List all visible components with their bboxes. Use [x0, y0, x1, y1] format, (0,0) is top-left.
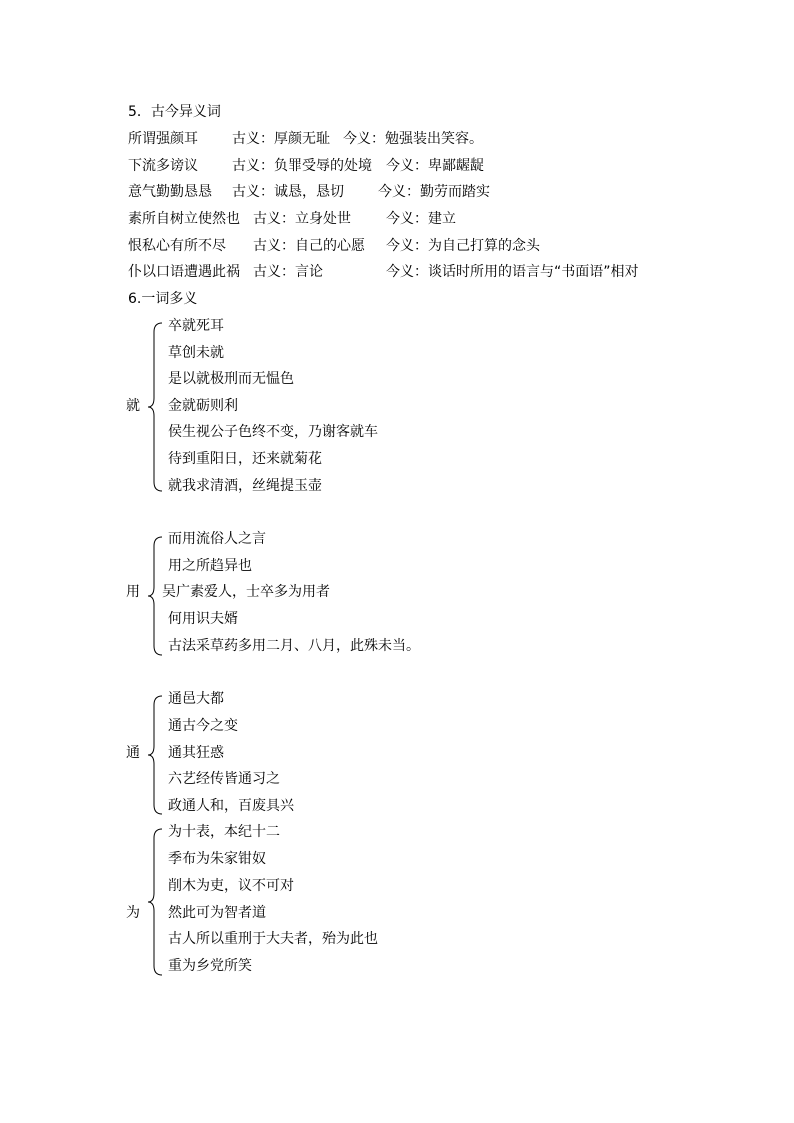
gu-meaning: 古义：言论 [253, 264, 323, 280]
list-item: 金就砺则利 [168, 398, 238, 414]
section6-heading: 6.一词多义 [128, 291, 198, 307]
jin-meaning: 今义：建立 [386, 211, 456, 227]
list-item: 然此可为智者道 [168, 905, 266, 921]
gu-meaning: 古义：立身处世 [253, 211, 351, 227]
list-item: 用之所趋异也 [168, 558, 252, 574]
list-item: 卒就死耳 [168, 318, 224, 334]
word: 意气勤勤恳恳 [128, 184, 212, 200]
list-item: 吴广素爱人，士卒多为用者 [162, 584, 330, 600]
jin-meaning: 今义：勉强装出笑容。 [343, 131, 483, 147]
word: 下流多谤议 [128, 158, 198, 174]
list-item: 古人所以重刑于大夫者，殆为此也 [168, 931, 378, 947]
list-item: 为十表，本纪十二 [168, 824, 280, 840]
list-item: 而用流俗人之言 [168, 531, 266, 547]
list-item: 何用识夫婿 [168, 611, 238, 627]
list-item: 侯生视公子色终不变，乃谢客就车 [168, 424, 378, 440]
list-item: 季布为朱家钳奴 [168, 851, 266, 867]
gu-meaning: 古义：诚恳，恳切 [232, 184, 344, 200]
gu-meaning: 古义：负罪受辱的处境 [232, 158, 372, 174]
list-item: 通其狂惑 [168, 745, 224, 761]
list-item: 六艺经传皆通习之 [168, 771, 280, 787]
group-char-yong: 用 [126, 584, 140, 600]
list-item: 通古今之变 [168, 718, 238, 734]
brace-icon [146, 828, 166, 976]
word: 仆以口语遭遇此祸 [128, 264, 240, 280]
gu-meaning: 古义：厚颜无耻 [232, 131, 330, 147]
list-item: 政通人和，百废具兴 [168, 798, 294, 814]
list-item: 草创未就 [168, 345, 224, 361]
brace-icon [146, 695, 166, 815]
word: 素所自树立使然也 [128, 211, 240, 227]
jin-meaning: 今义：勤劳而踏实 [378, 184, 490, 200]
list-item: 削木为吏，议不可对 [168, 878, 294, 894]
word: 恨私心有所不尽 [128, 238, 226, 254]
list-item: 古法采草药多用二月、八月，此殊未当。 [168, 638, 420, 654]
jin-meaning: 今义：为自己打算的念头 [386, 238, 540, 254]
list-item: 重为乡党所笑 [168, 958, 252, 974]
group-char-jiu: 就 [126, 398, 140, 414]
group-char-tong: 通 [126, 745, 140, 761]
list-item: 通邑大都 [168, 691, 224, 707]
gu-meaning: 古义：自己的心愿 [253, 238, 365, 254]
list-item: 就我求清酒，丝绳提玉壶 [168, 478, 322, 494]
group-char-wei: 为 [126, 905, 140, 921]
word: 所谓强颜耳 [128, 131, 198, 147]
jin-meaning: 今义：卑鄙龌龊 [386, 158, 484, 174]
list-item: 是以就极刑而无愠色 [168, 371, 294, 387]
section5-heading: 5．古今异义词 [128, 104, 221, 120]
jin-meaning: 今义：谈话时所用的语言与“书面语”相对 [386, 264, 639, 280]
list-item: 待到重阳日，还来就菊花 [168, 451, 322, 467]
brace-icon [146, 322, 166, 492]
